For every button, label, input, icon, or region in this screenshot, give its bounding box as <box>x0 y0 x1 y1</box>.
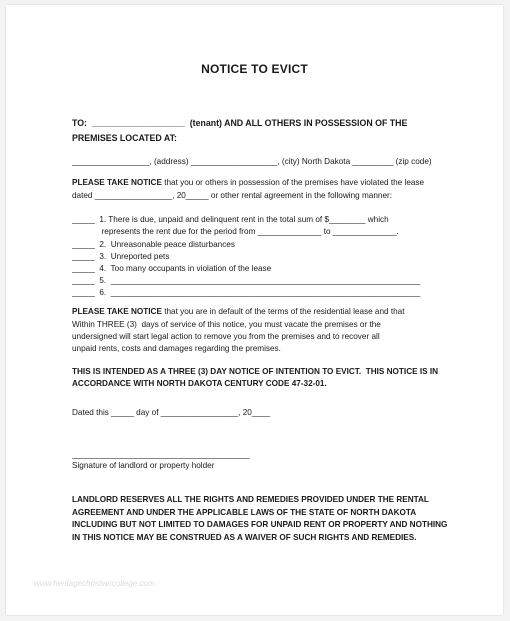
intent-line: ACCORDANCE WITH NORTH DAKOTA CENTURY CODE 47-32-01. <box>72 379 327 388</box>
signature-rule: _______________________________________ <box>72 450 250 459</box>
notice-text: that you or others in possession of the premises have violated the lease <box>161 178 425 187</box>
notice-paragraph-2-line: undersigned will start legal action to remove you from the premises and to recover all <box>72 332 380 341</box>
notice-lead: PLEASE TAKE NOTICE <box>72 307 162 316</box>
premises-line: PREMISES LOCATED AT: <box>72 133 177 143</box>
rights-line: INCLUDING BUT NOT LIMITED TO DAMAGES FOR UNPAID RENT OR PROPERTY AND NOTHING <box>72 520 448 529</box>
violation-item-5: _____ 5. ____________________________________________________________________ <box>72 276 421 285</box>
violation-item-3: _____ 3. Unreported pets <box>72 252 170 261</box>
notice-text: that you are in default of the terms of the residential lease and that <box>161 307 405 316</box>
notice-paragraph-2-line: unpaid rents, costs and damages regarding the premises. <box>72 344 281 353</box>
violation-item-6: _____ 6. ____________________________________________________________________ <box>72 288 421 297</box>
intent-line: THIS IS INTENDED AS A THREE (3) DAY NOTICE OF INTENTION TO EVICT. THIS NOTICE IS IN <box>72 367 439 376</box>
signature-label: Signature of landlord or property holder <box>72 461 215 470</box>
watermark-text: www.heritagechristiancollege.com <box>34 579 155 588</box>
rights-line: AGREEMENT AND UNDER THE APPLICABLE LAWS OF THE STATE OF NORTH DAKOTA <box>72 508 417 517</box>
violation-item-2: _____ 2. Unreasonable peace disturbances <box>72 240 235 249</box>
violation-item-4: _____ 4. Too many occupants in violation of the lease <box>72 264 272 273</box>
notice-paragraph-1-line <box>72 178 424 187</box>
violation-item-1: _____ 1. There is due, unpaid and delinquent rent in the total sum of $________ which <box>72 215 389 224</box>
lease-dated-line: dated _________________, 20_____ or other rental agreement in the following manner: <box>72 191 393 200</box>
dated-line: Dated this _____ day of _________________, 20____ <box>72 408 271 417</box>
document-title: NOTICE TO EVICT <box>201 62 308 76</box>
rights-line: LANDLORD RESERVES ALL THE RIGHTS AND REMEDIES PROVIDED UNDER THE RENTAL <box>72 495 429 504</box>
notice-paragraph-2-line <box>72 307 405 316</box>
address-line: _________________, (address) ___________________, (city) North Dakota _________ (zip code) <box>72 157 432 166</box>
notice-paragraph-2-line: Within THREE (3) days of service of this notice, you must vacate the premises or the <box>72 320 381 329</box>
rights-line: IN THIS NOTICE MAY BE CONSTRUED AS A WAIVER OF SUCH RIGHTS AND REMEDIES. <box>72 533 417 542</box>
violation-item-1-cont: represents the rent due for the period from ______________ to ______________. <box>72 227 399 236</box>
notice-lead: PLEASE TAKE NOTICE <box>72 178 162 187</box>
document-page <box>6 5 503 615</box>
to-line: TO: ___________________ (tenant) AND ALL OTHERS IN POSSESSION OF THE <box>72 118 408 128</box>
